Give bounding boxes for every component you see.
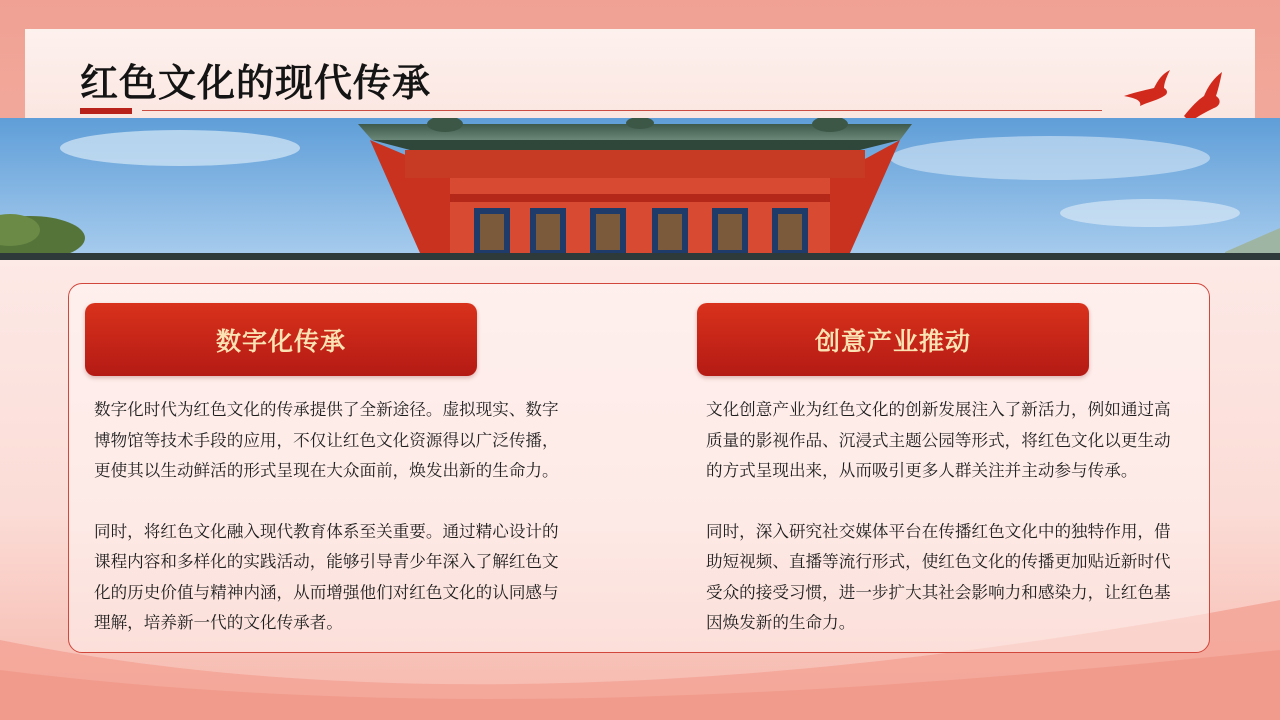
paragraph: 同时，将红色文化融入现代教育体系至关重要。通过精心设计的课程内容和多样化的实践活动，能够引导青少年深入了解红色文化的历史价值与精神内涵，从而增强他们对红色文化的认同感与理解，培养新一代的文化传承者。 xyxy=(94,521,559,632)
section-text-creative xyxy=(706,395,1186,639)
section-text-digital xyxy=(94,395,574,639)
banner-photo xyxy=(0,118,1280,260)
page-title: 红色文化的现代传承 xyxy=(80,61,432,105)
paragraph: 同时，深入研究社交媒体平台在传播红色文化中的独特作用，借助短视频、直播等流行形式，使红色文化的传播更加贴近新时代受众的接受习惯，进一步扩大其社会影响力和感染力，让红色基因焕发新的生命力。 xyxy=(706,521,1171,632)
title-divider xyxy=(142,110,1102,111)
section-heading-creative: 创意产业推动 xyxy=(697,303,1089,376)
paragraph: 文化创意产业为红色文化的创新发展注入了新活力，例如通过高质量的影视作品、沉浸式主题公园等形式，将红色文化以更生动的方式呈现出来，从而吸引更多人群关注并主动参与传承。 xyxy=(706,400,1171,480)
section-heading-digital: 数字化传承 xyxy=(85,303,477,376)
paragraph: 数字化时代为红色文化的传承提供了全新途径。虚拟现实、数字博物馆等技术手段的应用，不仅让红色文化资源得以广泛传播，更使其以生动鲜活的形式呈现在大众面前，焕发出新的生命力。 xyxy=(94,400,559,480)
dove-icon xyxy=(1118,66,1230,124)
title-accent-bar xyxy=(80,108,132,114)
